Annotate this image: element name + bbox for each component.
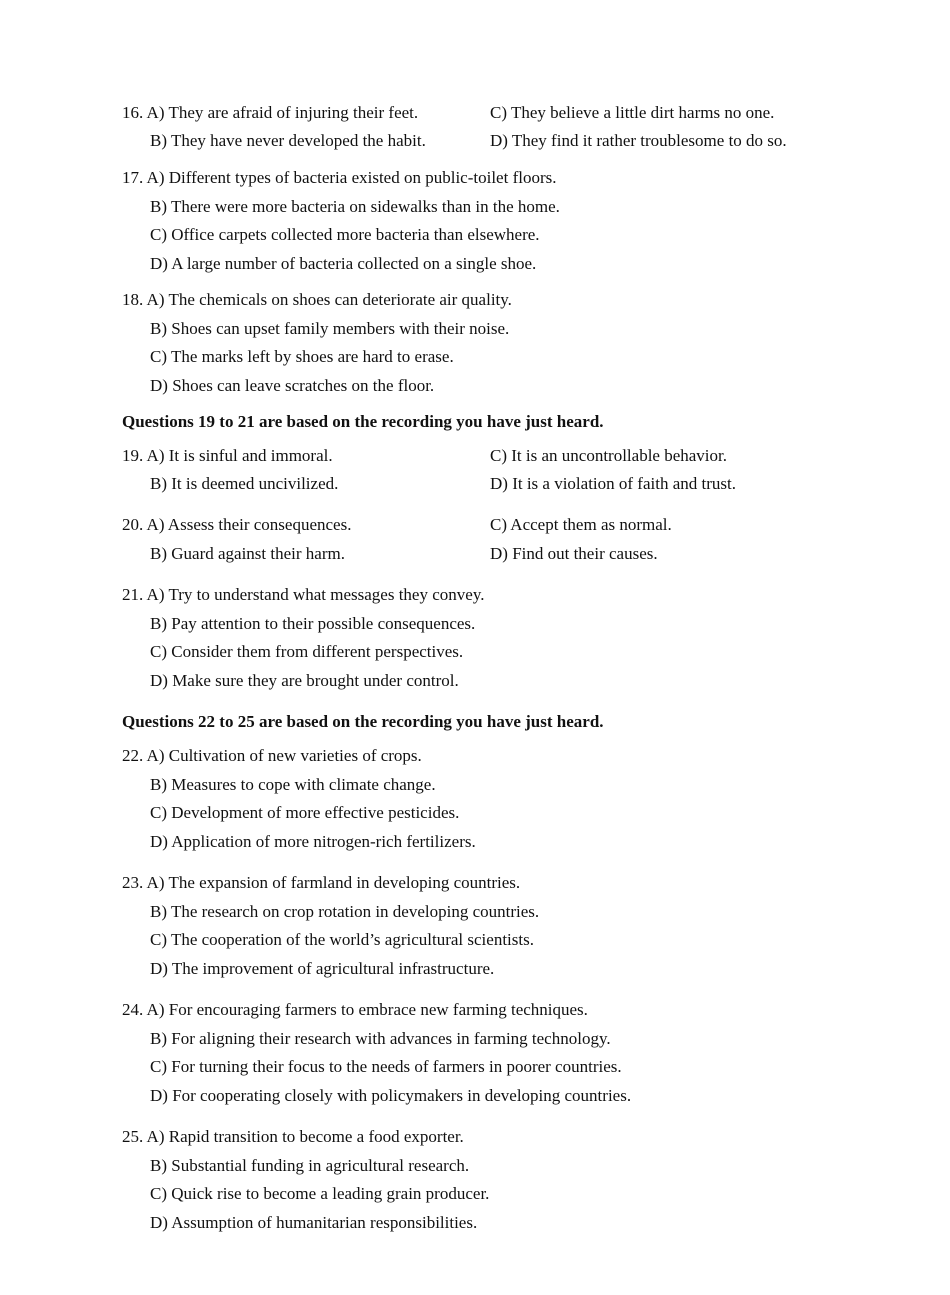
q23-option-a: 23. A) The expansion of farmland in developing countries. xyxy=(122,873,521,892)
section-heading-19-21: Questions 19 to 21 are based on the recording you have just heard. xyxy=(122,412,604,431)
q18-option-c: C) The marks left by shoes are hard to erase. xyxy=(150,347,454,366)
q18-option-a: 18. A) The chemicals on shoes can deteriorate air quality. xyxy=(122,290,512,309)
q25-option-c: C) Quick rise to become a leading grain producer. xyxy=(150,1184,490,1203)
q20-option-c: C) Accept them as normal. xyxy=(490,515,672,534)
q17-option-a: 17. A) Different types of bacteria existed on public-toilet floors. xyxy=(122,168,557,187)
q22-option-b: B) Measures to cope with climate change. xyxy=(150,775,436,794)
q18-option-b: B) Shoes can upset family members with their noise. xyxy=(150,319,510,338)
q21-option-a: 21. A) Try to understand what messages they convey. xyxy=(122,585,485,604)
q19-option-b: B) It is deemed uncivilized. xyxy=(150,474,339,493)
q24-option-a: 24. A) For encouraging farmers to embrace new farming techniques. xyxy=(122,1000,588,1019)
q19-option-a: 19. A) It is sinful and immoral. xyxy=(122,446,333,465)
q16-option-a: 16. A) They are afraid of injuring their feet. xyxy=(122,103,419,122)
q22-option-d: D) Application of more nitrogen-rich fertilizers. xyxy=(150,832,476,851)
q16-option-b: B) They have never developed the habit. xyxy=(150,131,426,150)
q20-option-a: 20. A) Assess their consequences. xyxy=(122,515,352,534)
q16-option-d: D) They find it rather troublesome to do so. xyxy=(490,131,787,150)
q24-option-d: D) For cooperating closely with policymakers in developing countries. xyxy=(150,1086,632,1105)
q25-option-b: B) Substantial funding in agricultural research. xyxy=(150,1156,470,1175)
q21-option-d: D) Make sure they are brought under control. xyxy=(150,671,459,690)
q20-option-d: D) Find out their causes. xyxy=(490,544,658,563)
q19-option-c: C) It is an uncontrollable behavior. xyxy=(490,446,727,465)
q22-option-a: 22. A) Cultivation of new varieties of crops. xyxy=(122,746,422,765)
q20-option-b: B) Guard against their harm. xyxy=(150,544,345,563)
q23-option-d: D) The improvement of agricultural infrastructure. xyxy=(150,959,495,978)
q17-option-d: D) A large number of bacteria collected on a single shoe. xyxy=(150,254,537,273)
q23-option-c: C) The cooperation of the world’s agricultural scientists. xyxy=(150,930,534,949)
q17-option-b: B) There were more bacteria on sidewalks than in the home. xyxy=(150,197,560,216)
q21-option-b: B) Pay attention to their possible consequences. xyxy=(150,614,476,633)
q24-option-b: B) For aligning their research with advances in farming technology. xyxy=(150,1029,611,1048)
q17-option-c: C) Office carpets collected more bacteria than elsewhere. xyxy=(150,225,540,244)
q21-option-c: C) Consider them from different perspectives. xyxy=(150,642,464,661)
q19-option-d: D) It is a violation of faith and trust. xyxy=(490,474,736,493)
q25-option-a: 25. A) Rapid transition to become a food exporter. xyxy=(122,1127,464,1146)
q24-option-c: C) For turning their focus to the needs of farmers in poorer countries. xyxy=(150,1057,622,1076)
section-heading-22-25: Questions 22 to 25 are based on the recording you have just heard. xyxy=(122,712,604,731)
q18-option-d: D) Shoes can leave scratches on the floor. xyxy=(150,376,435,395)
q16-option-c: C) They believe a little dirt harms no one. xyxy=(490,103,775,122)
q23-option-b: B) The research on crop rotation in developing countries. xyxy=(150,902,540,921)
q22-option-c: C) Development of more effective pesticides. xyxy=(150,803,460,822)
q25-option-d: D) Assumption of humanitarian responsibilities. xyxy=(150,1213,478,1232)
